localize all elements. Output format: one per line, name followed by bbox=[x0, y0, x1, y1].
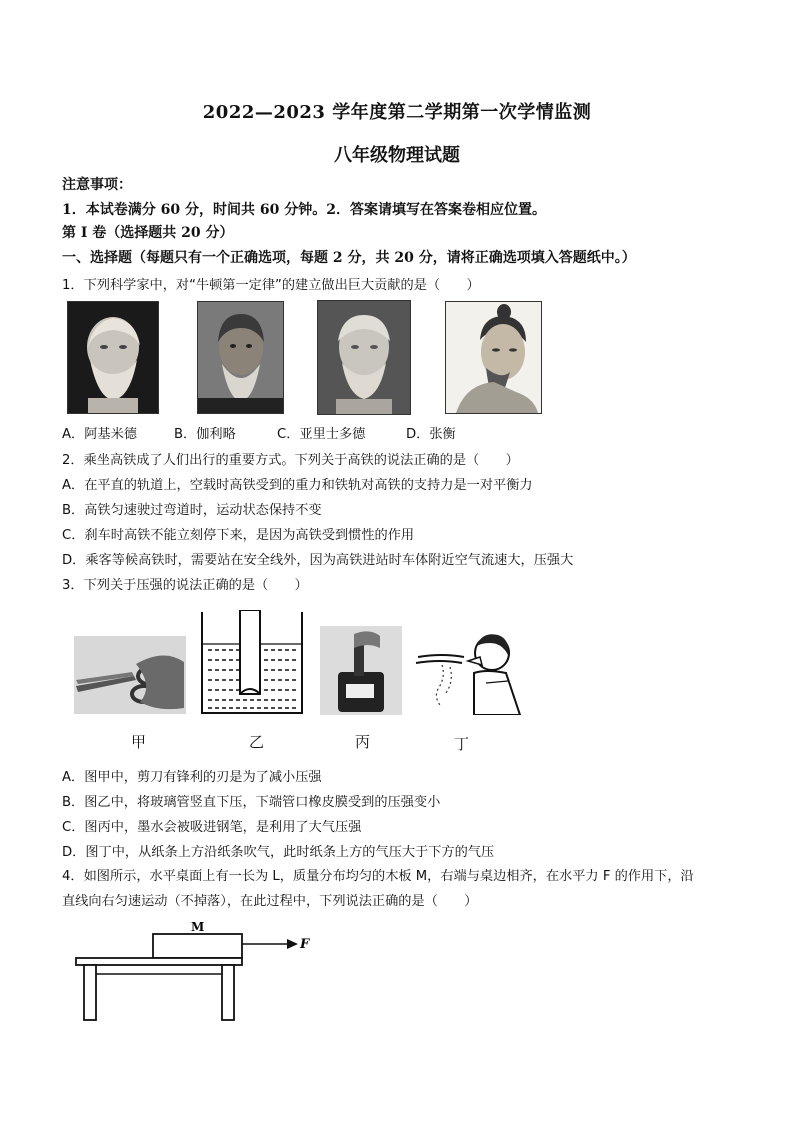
option-2d[interactable]: D．乘客等候高铁时，需要站在安全线外，因为高铁进站时车体附近空气流速大，压强大 bbox=[62, 553, 574, 568]
aristotle-portrait bbox=[317, 300, 411, 415]
option-1a[interactable]: A．阿基米德 bbox=[62, 427, 137, 442]
figure-yi-glass-tube bbox=[200, 610, 304, 715]
caption-bing: 丙 bbox=[355, 733, 371, 751]
caption-ding: 丁 bbox=[454, 735, 470, 753]
figure-ding-blowing-paper bbox=[412, 627, 524, 715]
question-2-stem: 2．乘坐高铁成了人们出行的重要方式。下列关于高铁的说法正确的是（ ） bbox=[62, 453, 519, 468]
figure-bing-fountain-pen bbox=[320, 626, 402, 715]
option-3b[interactable]: B．图乙中，将玻璃管竖直下压，下端管口橡皮膜受到的压强变小 bbox=[62, 795, 441, 810]
page-title: 2022—2023 学年度第二学期第一次学情监测 bbox=[202, 102, 592, 123]
option-3d[interactable]: D．图丁中，从纸条上方沿纸条吹气，此时纸条上方的气压大于下方的气压 bbox=[62, 845, 495, 860]
question-1-options bbox=[62, 423, 456, 442]
question-1-stem: 1．下列科学家中，对“牛顿第一定律”的建立做出巨大贡献的是（ ） bbox=[62, 278, 480, 293]
caption-jia: 甲 bbox=[131, 733, 147, 751]
option-3a[interactable]: A．图甲中，剪刀有锋利的刃是为了减小压强 bbox=[62, 770, 322, 785]
option-1d[interactable]: D．张衡 bbox=[406, 427, 456, 442]
zhangheng-portrait bbox=[445, 301, 542, 414]
option-1c[interactable]: C．亚里士多德 bbox=[277, 427, 366, 442]
caption-yi: 乙 bbox=[249, 733, 265, 751]
option-2a[interactable]: A．在平直的轨道上，空载时高铁受到的重力和铁轨对高铁的支持力是一对平衡力 bbox=[62, 478, 533, 493]
option-3c[interactable]: C．图丙中，墨水会被吸进钢笔，是利用了大气压强 bbox=[62, 820, 362, 835]
option-1b[interactable]: B．伽利略 bbox=[174, 427, 236, 442]
board-label-m: M bbox=[191, 920, 205, 934]
page-subtitle: 八年级物理试题 bbox=[334, 145, 460, 166]
figure-jia-scissors bbox=[74, 636, 186, 714]
question-3-stem: 3．下列关于压强的说法正确的是（ ） bbox=[62, 578, 308, 593]
notice-text: 1．本试卷满分 60 分，时间共 60 分钟。2．答案请填写在答案卷相应位置。 bbox=[62, 202, 546, 218]
galileo-portrait bbox=[197, 301, 284, 414]
part-heading: 第 I 卷（选择题共 20 分） bbox=[62, 225, 234, 241]
archimedes-portrait bbox=[67, 301, 159, 414]
figure-table-board bbox=[74, 918, 314, 1022]
section-heading: 一、选择题（每题只有一个正确选项，每题 2 分，共 20 分，请将正确选项填入答题纸中。） bbox=[62, 250, 636, 266]
option-2c[interactable]: C．刹车时高铁不能立刻停下来，是因为高铁受到惯性的作用 bbox=[62, 528, 415, 543]
force-label-f: F bbox=[300, 937, 310, 952]
notice-heading: 注意事项： bbox=[62, 177, 132, 193]
question-4-stem-line1: 4．如图所示，水平桌面上有一长为 L，质量分布均匀的木板 M，右端与桌边相齐，在水平力 F 的作用下，沿 bbox=[62, 869, 694, 884]
question-4-stem-line2: 直线向右匀速运动（不掉落），在此过程中，下列说法正确的是（ ） bbox=[62, 894, 478, 909]
option-2b[interactable]: B．高铁匀速驶过弯道时，运动状态保持不变 bbox=[62, 503, 322, 518]
